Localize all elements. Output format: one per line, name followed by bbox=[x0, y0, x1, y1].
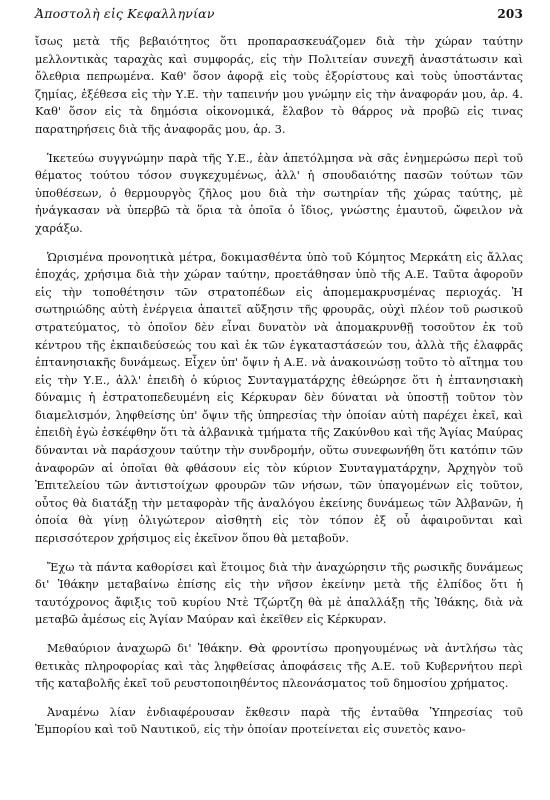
page-header bbox=[35, 6, 523, 21]
page-number: 203 bbox=[497, 7, 523, 21]
paragraph: Ὡρισμένα προνοητικὰ μέτρα, δοκιμασθέντα ὑπὸ τοῦ Κόμητος Μερκάτη εἰς ἄλλας ἐποχάς, χρήσιμα διὰ τὴν χώραν ταύτην, προετάθησαν ὑπὸ τῆς Α.Ε. Ταῦτα ἀφοροῦν εἰς τὴν τοποθέτησιν τῶν στρατοπέδων εἰς ἀπομεμακρυσμένας περιοχάς. Ἡ σωτηριώδης αὐτὴ ἐνέργεια ἀπαιτεῖ αὔξησιν τῆς φρουρᾶς, οὐχὶ πλέον τοῦ ρωσικοῦ στρατεύματος, τὸ ὁποῖον δὲν εἶναι δυνατὸν νὰ ἀπομακρυνθῇ τοσοῦτον ἐκ τοῦ κέντρου τῆς ἐκπαιδεύσεώς του καὶ ἐκ τῶν ἐγκαταστάσεών του, ἀλλὰ τῆς ἐλαφρᾶς ἐπτανησιακῆς δυνάμεως. Εἶχεν ὑπ' ὄψιν ἡ Α.Ε. νὰ ἀνακοινώσῃ τοῦτο τὸ αἴτημα του εἰς τὴν Υ.Ε., ἀλλ' ἐπειδὴ ὁ κύριος Συνταγματάρχης ἐθεώρησε ὅτι ἡ ἐπτανησιακὴ δύναμις ἡ ἐστρατοπεδευμένη εἰς Κέρκυραν δὲν δύναται νὰ ὑποστῇ τοῦτον τὸν διαμελισμόν, ληφθείσης ὑπ' ὄψιν τῆς ὑπηρεσίας τὴν ὁποίαν αὐτὴ παρέχει ἐκεῖ, καὶ ἐπειδὴ ἐγὼ ἐσκέφθην ὅτι τὰ ἀλβανικὰ τμήματα τῆς Ζακύνθου καὶ τῆς Ἁγίας Μαύρας δύνανται νὰ παράσχουν ταύτην τὴν συνδρομήν, οὕτω συνεφωνήθη ὅτι κατόπιν τῶν ἀναφορῶν αἱ ὁποῖαι θὰ φθάσουν εἰς τὸν κύριον Συνταγματάρχην, Ἀρχηγὸν τοῦ Ἐπιτελείου τῶν ἀντιστοίχων φρουρῶν τῶν νήσων, τῶν ὑπαγομένων εἰς τοῦτον, οὗτος θὰ διατάξῃ τὴν μεταφορὰν τῆς ἀναλόγου ἐκείνης δυνάμεως τῶν Ἀλβανῶν, ἡ ὁποία θὰ γίνῃ ὀλιγώτερον αἰσθητὴ εἰς τὸν τόπον ἐξ οὗ ἀφαιροῦνται καὶ περισσότερον χρήσιμος εἰς ἐκεῖνον ὅπου θὰ μεταβοῦν. bbox=[35, 250, 523, 546]
paragraph: ἴσως μετὰ τῆς βεβαιότητος ὅτι προπαρασκευάζομεν διὰ τὴν χώραν ταύτην μελλοντικὰς ταραχὰς καὶ συμφοράς, εἰς τὴν Πολιτείαν συνεχῆ ἀναστάτωσιν καὶ ὄλεθρια πεπρωμένα. Καθ' ὅσον ἀφορᾷ εἰς τοὺς ἐξορίστους καὶ τοὺς ὑποστάντας ζημίας, ἐξέθεσα εἰς τὴν Υ.Ε. τὴν ταπεινήν μου γνώμην εἰς τὴν ἀναφοράν μου, ἀρ. 4. Καθ' ὅσον εἰς τὰ δημόσια οἰκονομικά, ἔλαβον τὸ θάρρος νὰ προβῶ εἰς τινας παρατηρήσεις διὰ τῆς ἀναφορᾶς μου, ἀρ. 3. bbox=[35, 35, 523, 136]
paragraph: Ἀναμένω λίαν ἐνδιαφέρουσαν ἔκθεσιν παρὰ τῆς ἐνταῦθα Ὑπηρεσίας τοῦ Ἐμπορίου καὶ τοῦ Ναυτικοῦ, εἰς τὴν ὁποίαν προτείνεται εἰς συνετὸς κανο- bbox=[35, 705, 523, 737]
page-body bbox=[35, 33, 523, 739]
paragraph: Ἔχω τὰ πάντα καθορίσει καὶ ἕτοιμος διὰ τὴν ἀναχώρησιν τῆς ρωσικῆς δυνάμεως δι' Ἰθάκην μεταβαίνω ἐπίσης εἰς τὴν νῆσον ἐκείνην μετὰ τῆς ἐλπίδος ὅτι ἡ ταυτόχρονος ἄφιξις τοῦ κυρίου Ντὲ Τζώρτζη θὰ μὲ ἀπαλλάξῃ τῆς Ἰθάκης, διὰ νὰ μεταβῶ ἀμέσως εἰς Ἁγίαν Μαύραν καὶ ἐκεῖθεν εἰς Κέρκυραν. bbox=[35, 560, 523, 627]
paragraph: Ἱκετεύω συγγνώμην παρὰ τῆς Υ.Ε., ἐὰν ἀπετόλμησα νὰ σᾶς ἐνημερώσω περὶ τοῦ θέματος τούτου τόσον συγκεχυμένως, ἀλλ' ἡ σπουδαιότης πασῶν τούτων τῶν ὑποθέσεων, ὁ θερμουργὸς ζῆλος μου διὰ τὴν σωτηρίαν τῆς χώρας ταύτης, μὲ ἠνάγκασαν νὰ ὑπερβῶ τὰ ὅρια τὰ ὁποῖα ὁ ἴδιος, γνώστης ἐμαυτοῦ, ὤφειλον νὰ χαράξω. bbox=[35, 151, 523, 235]
running-title: Ἀποστολὴ εἰς Κεφαλληνίαν bbox=[35, 6, 215, 21]
paragraph: Μεθαύριον ἀναχωρῶ δι' Ἰθάκην. Θὰ φροντίσω προηγουμένως νὰ ἀντλήσω τὰς θετικὰς πληροφορίας καὶ τὰς ληφθείσας ἀποφάσεις τῆς Α.Ε. τοῦ Κυβερνήτου περὶ τῆς καταβολῆς ἐκεῖ τοῦ ρευστοποιηθέντος πλεονάσματος τοῦ δημοσίου χρήματος. bbox=[35, 642, 523, 691]
